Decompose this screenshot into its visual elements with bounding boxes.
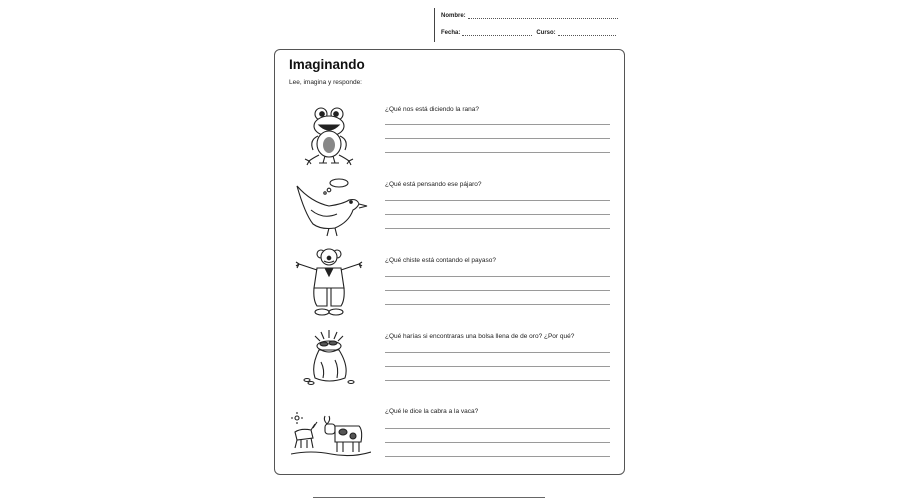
question-2-text: ¿Qué está pensando ese pájaro? (385, 181, 482, 188)
answer-line[interactable] (385, 214, 610, 215)
answer-line[interactable] (385, 428, 610, 429)
worksheet-card (274, 49, 625, 475)
goat-cow-icon (291, 402, 371, 472)
course-field[interactable] (558, 30, 616, 36)
date-field[interactable] (462, 30, 532, 36)
answer-line[interactable] (385, 290, 610, 291)
answer-line[interactable] (385, 366, 610, 367)
frog-icon (291, 100, 371, 170)
answer-line[interactable] (385, 200, 610, 201)
answer-line[interactable] (385, 228, 610, 229)
answer-line[interactable] (385, 456, 610, 457)
answer-line[interactable] (385, 380, 610, 381)
question-1-text: ¿Qué nos está diciendo la rana? (385, 106, 479, 113)
answer-line[interactable] (385, 138, 610, 139)
question-5-text: ¿Qué le dice la cabra a la vaca? (385, 408, 479, 415)
student-info-header (434, 8, 635, 42)
worksheet-title: Imaginando (289, 57, 365, 72)
question-4-text: ¿Qué harías si encontraras una bolsa llena de de oro? ¿Por qué? (385, 333, 575, 340)
footer-divider (313, 497, 545, 498)
name-row (441, 13, 618, 19)
worksheet-instruction: Lee, imagina y responde: (289, 79, 362, 86)
answer-line[interactable] (385, 304, 610, 305)
course-label: Curso: (536, 30, 556, 36)
date-label: Fecha: (441, 30, 461, 36)
name-field[interactable] (468, 13, 618, 19)
answer-line[interactable] (385, 352, 610, 353)
answer-line[interactable] (385, 152, 610, 153)
clown-icon (291, 248, 371, 318)
answer-line[interactable] (385, 124, 610, 125)
date-course-row (441, 30, 616, 36)
name-label: Nombre: (441, 13, 466, 19)
bird-icon (291, 174, 371, 244)
answer-line[interactable] (385, 276, 610, 277)
question-3-text: ¿Qué chiste está contando el payaso? (385, 257, 496, 264)
gold-bag-icon (291, 326, 371, 396)
answer-line[interactable] (385, 442, 610, 443)
